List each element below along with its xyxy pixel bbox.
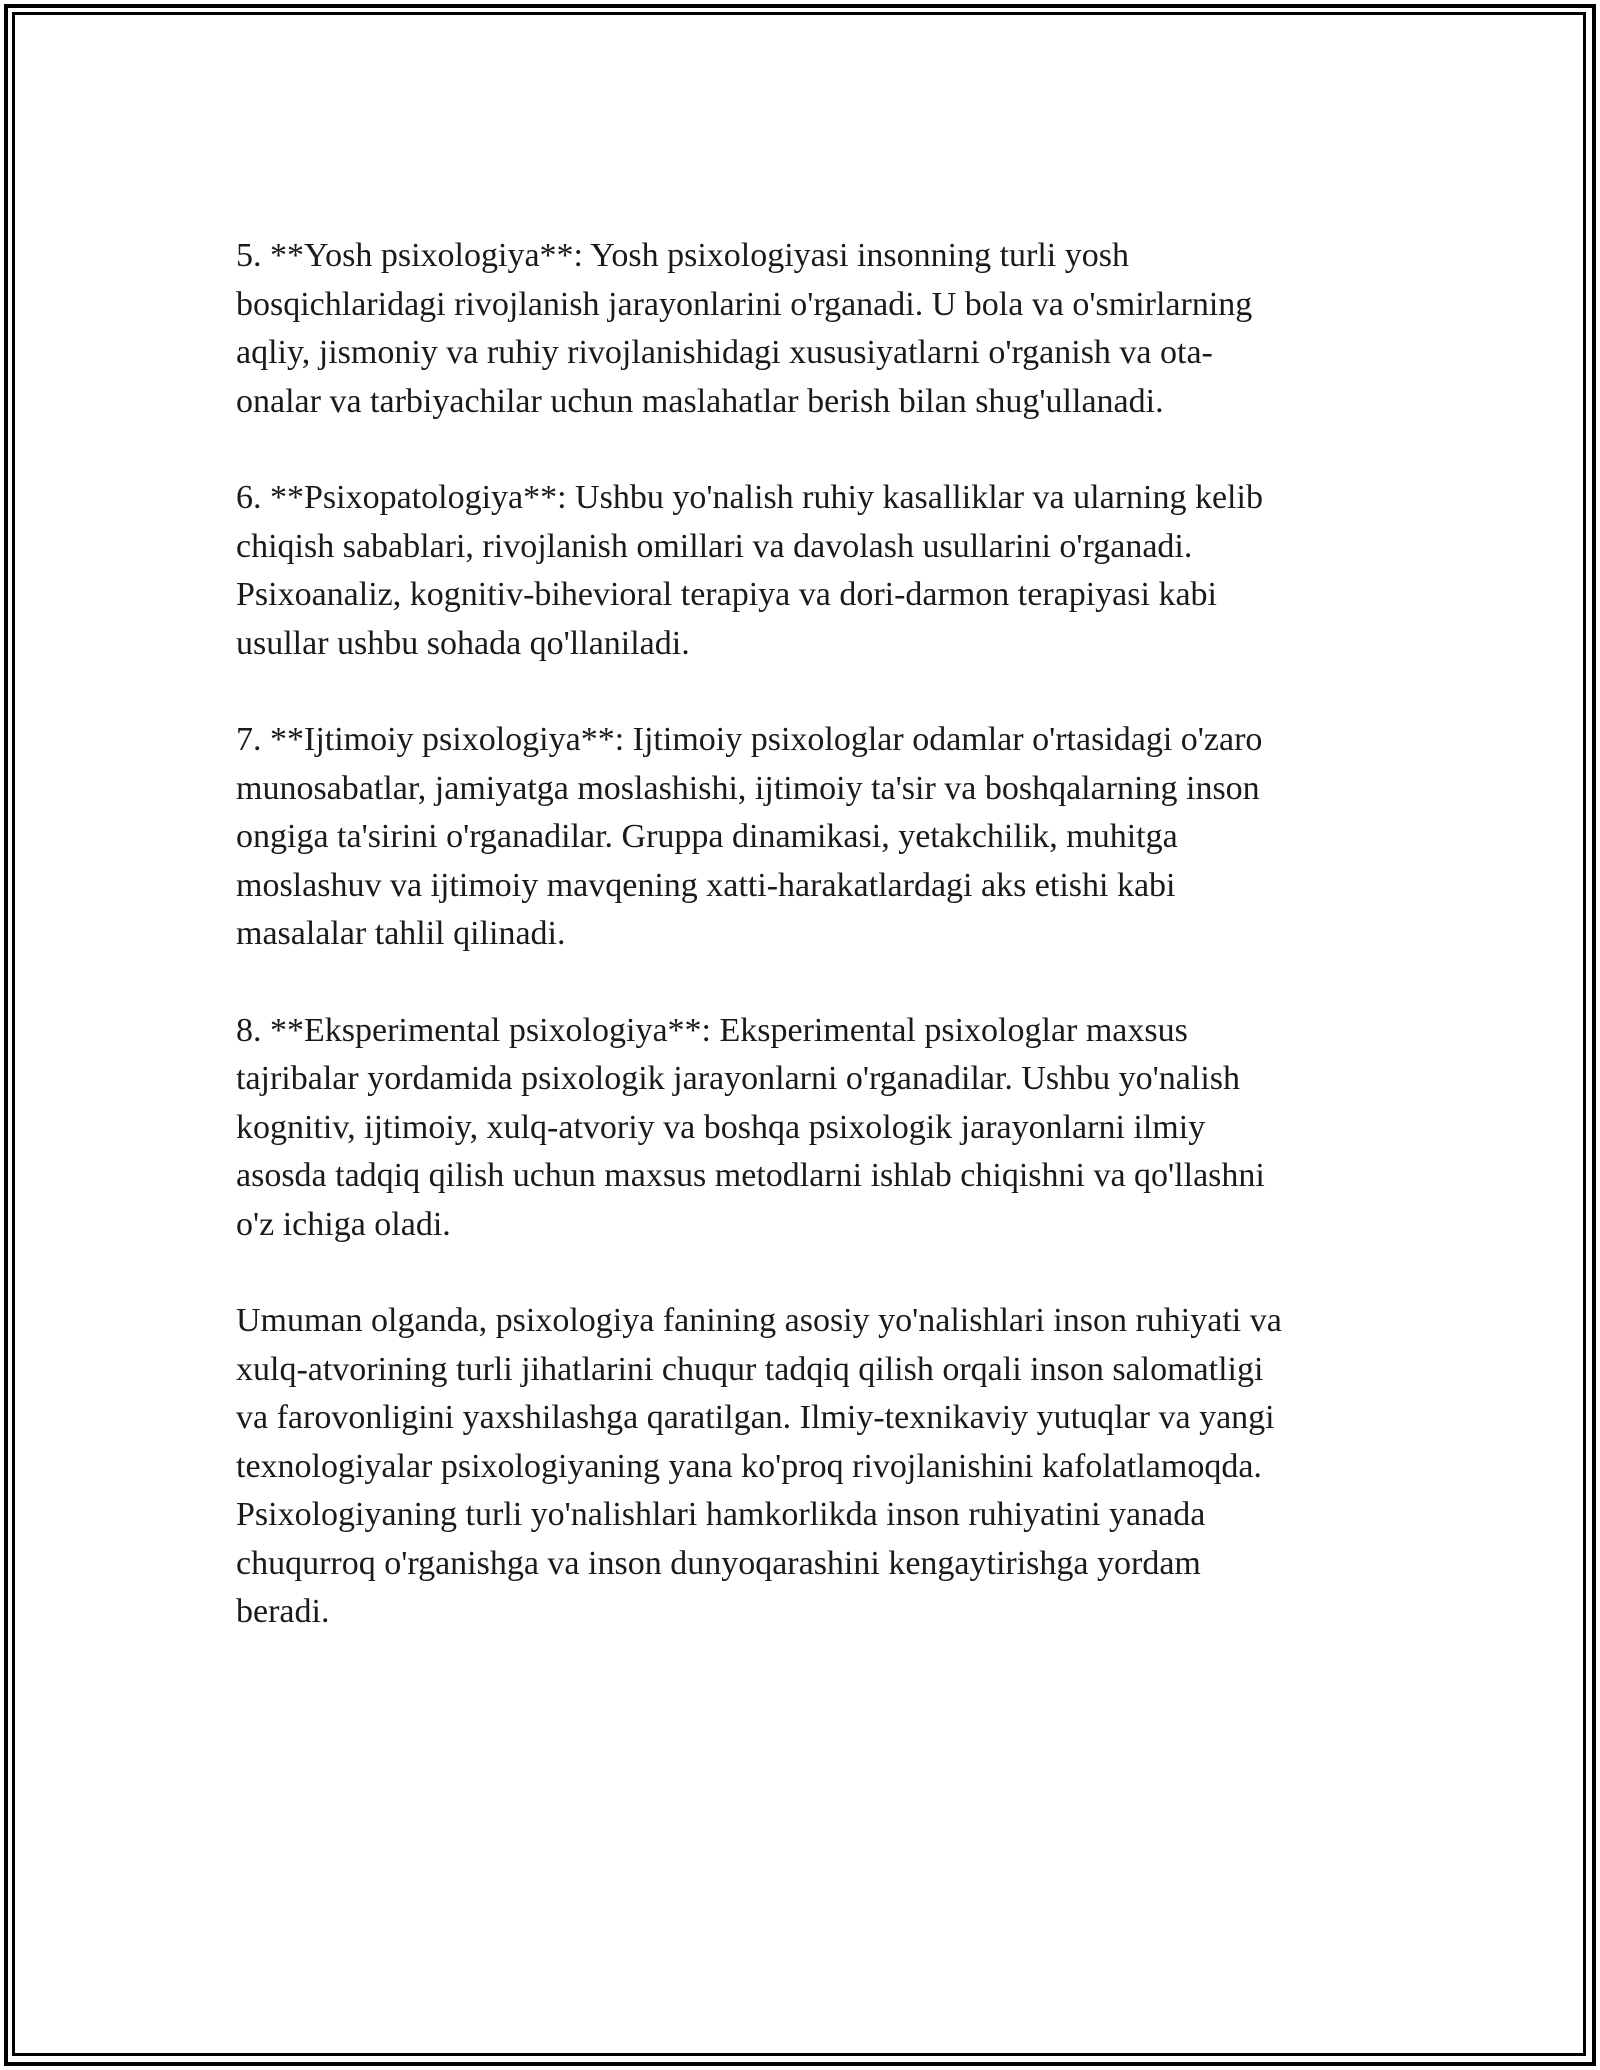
paragraph-yosh-psixologiya: 5. **Yosh psixologiya**: Yosh psixologiyasi insonning turli yosh bosqichlaridagi rivojlanish jarayonlarini o'rganadi. U bola va o'smirlarning aqliy, jismoniy va ruhiy rivojlanishidagi xususiyatlarni o'rganish va ota- onalar va tarbiyachilar uchun maslahatlar berish bilan shug'ullanadi. xyxy=(236,237,1253,420)
paragraph-ijtimoiy-psixologiya: 7. **Ijtimoiy psixologiya**: Ijtimoiy psixologlar odamlar o'rtasidagi o'zaro munosabatlar, jamiyatga moslashishi, ijtimoiy ta'sir va boshqalarning inson ongiga ta'sirini o'rganadilar. Gruppa dinamikasi, yetakchilik, muhitga moslashuv va ijtimoiy mavqening xatti-harakatlardagi aks etishi kabi masalalar tahlil qilinadi. xyxy=(236,721,1263,952)
paragraph-psixopatologiya: 6. **Psixopatologiya**: Ushbu yo'nalish ruhiy kasalliklar va ularning kelib chiqish sabablari, rivojlanish omillari va davolash usullarini o'rganadi. Psixoanaliz, kognitiv-bihevioral terapiya va dori-darmon terapiyasi kabi usullar ushbu sohada qo'llaniladi. xyxy=(236,479,1263,662)
document-body xyxy=(236,232,1366,1685)
paragraph-eksperimental-psixologiya: 8. **Eksperimental psixologiya**: Eksperimental psixologlar maxsus tajribalar yordamida psixologik jarayonlarni o'rganadilar. Ushbu yo'nalish kognitiv, ijtimoiy, xulq-atvoriy va boshqa psixologik jarayonlarni ilmiy asosda tadqiq qilish uchun maxsus metodlarni ishlab chiqishni va qo'llashni o'z ichiga oladi. xyxy=(236,1011,1265,1243)
paragraph-conclusion: Umuman olganda, psixologiya fanining asosiy yo'nalishlari inson ruhiyati va xulq-atvorining turli jihatlarini chuqur tadqiq qilish orqali inson salomatligi va farovonligini yaxshilashga qaratilgan. Ilmiy-texnikaviy yutuqlar va yangi texnologiyalar psixologiyaning yana ko'proq rivojlanishini kafolatlamoqda. Psixologiyaning turli yo'nalishlari hamkorlikda inson ruhiyatini yanada chuqurroq o'rganishga va inson dunyoqarashini kengaytirishga yordam beradi. xyxy=(236,1302,1282,1630)
